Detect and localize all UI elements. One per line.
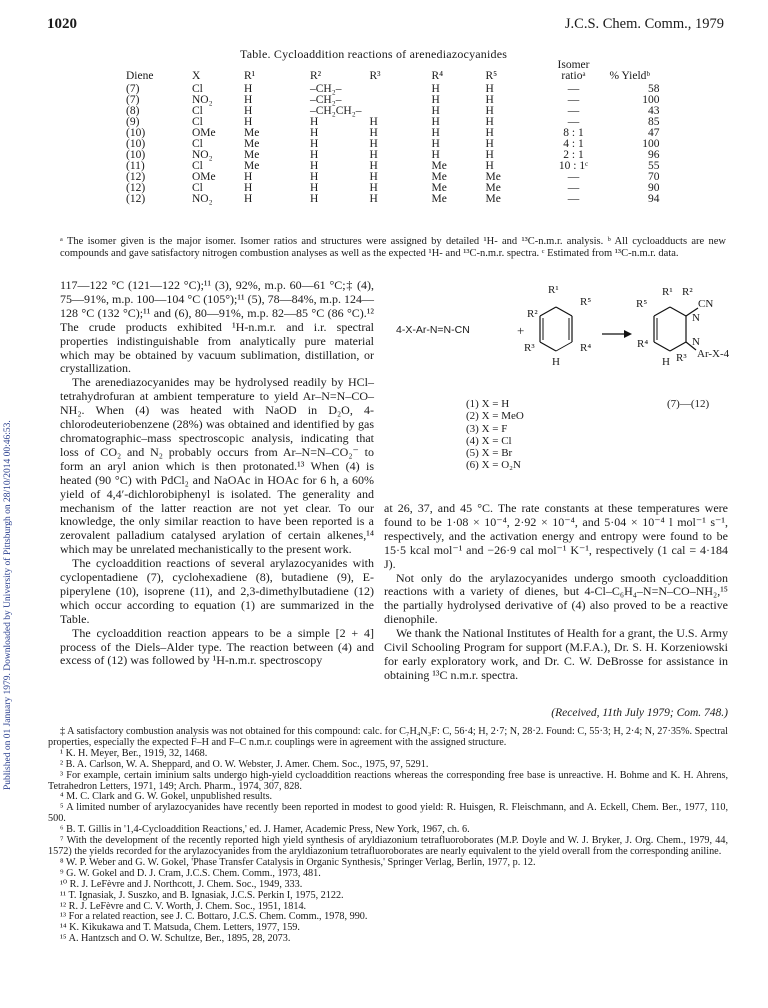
cell-r3: H xyxy=(369,149,378,161)
cell-isomer-ratio: — xyxy=(567,182,580,194)
product-r5: R⁵ xyxy=(636,298,648,310)
cell-yield: 90 xyxy=(647,182,660,194)
cell-isomer-ratio: — xyxy=(567,83,580,95)
cell-r5: H xyxy=(485,116,494,128)
cell-yield: 70 xyxy=(647,171,660,183)
cell-x: Cl xyxy=(192,138,203,150)
cell-r3: H xyxy=(369,116,378,128)
reagent-formula: 4-X-Ar-N=N-CN xyxy=(396,324,470,336)
footnote: ‡ A satisfactory combustion analysis was not obtained for this compound: calc. for C₇H₄N₃F: C, 56·4; H, 2·7; N, 28·2. Found: C, 55·3; H, 2·4; N, 27·35%. Spectral properties, especially the expected F–H and F–C n.m.r. couplings were in agreement with the assigned structure. xyxy=(48,726,728,748)
paragraph: Not only do the arylazocyanides undergo smooth cycloaddition reactions with a variety of dienes, but 4-Cl–C₆H₄–N=N–CO–NH₂,¹⁵ the partially hydrolysed derivative of (4) also proved to be a reactive dienophile. xyxy=(384,570,728,627)
cell-yield: 47 xyxy=(647,127,660,139)
paragraph: The arenediazocyanides may be hydrolysed readily by HCl–tetrahydrofuran at ambient temperature to yield Ar–N=N–CO–NH₂. When (4) was heated with NaOD in D₂O, 4-chlorodeuteriobenzene (28%) was obtained and identified by gas chromatographic–mass spectroscopic analysis, indicating that loss of CO₂ and N₂ probably occurs from Ar–N=N–CO₂⁻ to form an aryl anion which is then protonated.¹³ When (4) is heated (90 °C) with PdCl₂ and NaOAc in HOAc for 6 h, a 60% yield of 4,4′-dichlorobiphenyl is isolated. The generality and mechanism of the latter reaction are not yet clear. To our knowledge, the only similar reaction to have been reported is a zerovalent palladium catalysed arylation of certain alkenes,¹⁴ which may be unrelated mechanistically to the present work. xyxy=(60,375,374,557)
cell-diene: (8) xyxy=(126,105,140,117)
product-h: H xyxy=(662,356,670,368)
header-yield: % Yieldᵇ xyxy=(609,70,650,82)
reaction-scheme xyxy=(392,278,732,498)
reference: ¹⁰ R. J. LeFèvre and J. Northcott, J. Chem. Soc., 1949, 333. xyxy=(60,878,303,890)
cell-diene: (12) xyxy=(126,193,146,205)
compound-label: (4) X = Cl xyxy=(466,434,512,447)
cell-x: Cl xyxy=(192,116,203,128)
cell-yield: 55 xyxy=(647,160,660,172)
download-watermark: Published on 01 January 1979. Downloaded by University of Pittsburgh on 28/10/2014 00:46:53. xyxy=(3,420,13,790)
reference: ⁴ M. C. Clark and G. W. Gokel, unpublished results. xyxy=(60,791,273,803)
cell-r2: H xyxy=(310,127,319,139)
cell-r1: H xyxy=(244,94,253,106)
cell-isomer-ratio: — xyxy=(567,116,580,128)
cell-yield: 43 xyxy=(647,105,660,117)
cell-diene: (9) xyxy=(126,116,140,128)
cell-r2: –CH₂– xyxy=(310,83,342,95)
compound-list xyxy=(466,398,524,472)
header-r2: R² xyxy=(310,70,322,82)
cell-r2: –CH₂– xyxy=(310,94,342,106)
cell-r1: Me xyxy=(244,138,260,150)
cell-x: Cl xyxy=(192,160,203,172)
reference: ¹² R. J. LeFèvre and C. V. Worth, J. Chem. Soc., 1951, 1814. xyxy=(60,900,307,912)
cell-isomer-ratio: — xyxy=(567,171,580,183)
cell-diene: (12) xyxy=(126,182,146,194)
table-row xyxy=(122,194,663,205)
diene-r5: R⁵ xyxy=(580,296,592,308)
cell-isomer-ratio: — xyxy=(567,193,580,205)
compound-label: (5) X = Br xyxy=(466,447,513,460)
cell-r2: H xyxy=(310,116,319,128)
cell-r1: H xyxy=(244,193,253,205)
cell-yield: 94 xyxy=(647,193,660,205)
cell-r3: H xyxy=(369,160,378,172)
diene-r2: R² xyxy=(527,308,538,320)
cell-isomer-ratio: 4 : 1 xyxy=(563,138,584,150)
cell-diene: (12) xyxy=(126,171,146,183)
table-footnote: ᵃ The isomer given is the major isomer. Isomer ratios and structures were assigned by detailed ¹H- and ¹³C-n.m.r. analysis. ᵇ All cycloadducts are new compounds and gave satisfactory nitrogen combustion analyses as well as the expected ¹H- and ¹³C-n.m.r. spectra. ᶜ Estimated from ¹³C-n.m.r. data. xyxy=(60,236,726,259)
cell-r4: H xyxy=(431,127,440,139)
cell-diene: (7) xyxy=(126,94,140,106)
cell-r5: H xyxy=(485,94,494,106)
cell-r5: H xyxy=(485,149,494,161)
cell-x: Cl xyxy=(192,182,203,194)
cell-r1: Me xyxy=(244,149,260,161)
product-r3: R³ xyxy=(676,352,687,364)
diene-r1: R¹ xyxy=(548,284,559,296)
received-note: (Received, 11th July 1979; Com. 748.) xyxy=(551,707,728,719)
header-r3: R³ xyxy=(369,70,381,82)
cell-r5: Me xyxy=(485,193,501,205)
cell-r4: Me xyxy=(431,160,447,172)
product-r4: R⁴ xyxy=(637,338,649,350)
cell-diene: (10) xyxy=(126,138,146,150)
cell-x: Cl xyxy=(192,105,203,117)
paragraph: The cycloaddition reaction appears to be a simple [2 + 4] process of the Diels–Alder type. The reaction between (4) and excess of (12) was followed by ¹H-n.m.r. spectroscopy xyxy=(60,625,374,668)
product-r1: R¹ xyxy=(662,286,673,298)
cell-r2: H xyxy=(310,160,319,172)
cell-r3 xyxy=(365,84,427,95)
reference: ¹¹ T. Ignasiak, J. Suszko, and B. Ignasiak, J.C.S. Perkin I, 1975, 2122. xyxy=(60,889,344,901)
reference: ³ For example, certain iminium salts undergo high-yield cycloaddition reactions whereas the corresponding free base is unreactive. H. Bohme and K. H. Ahrens, Tetrahedron Letters, 1971, 149; Arch. Pharm., 1974, 307, 828. xyxy=(48,769,728,792)
paragraph: at 26, 37, and 45 °C. The rate constants at these temperatures were found to be 1·08 × 10⁻⁴, 2·92 × 10⁻⁴, and 5·04 × 10⁻⁴ l mol⁻¹ s⁻¹, respectively, and the activation energy and entropy were found to be 15·5 kcal mol⁻¹ and −26·9 cal mol⁻¹ K⁻¹, respectively (1 cal = 4·184 J). xyxy=(384,501,728,571)
table-header-row xyxy=(122,60,663,84)
cell-r4: Me xyxy=(431,193,447,205)
cell-r4: H xyxy=(431,138,440,150)
cell-r1: Me xyxy=(244,160,260,172)
header-diene: Diene xyxy=(126,70,154,82)
cell-r3: H xyxy=(369,182,378,194)
diene-r4: R⁴ xyxy=(580,342,592,354)
cycloaddition-table xyxy=(122,60,663,205)
cell-r2: H xyxy=(310,171,319,183)
cell-r4: H xyxy=(431,116,440,128)
cell-diene: (10) xyxy=(126,149,146,161)
cell-r5: H xyxy=(485,127,494,139)
compound-label: (3) X = F xyxy=(466,422,508,435)
header-r5: R⁵ xyxy=(485,70,498,82)
cell-isomer-ratio: 2 : 1 xyxy=(563,149,584,161)
product-arx: Ar-X-4 xyxy=(697,348,730,360)
cell-r4: H xyxy=(431,83,440,95)
cell-r3: H xyxy=(369,171,378,183)
cell-diene: (10) xyxy=(126,127,146,139)
cell-r4: H xyxy=(431,149,440,161)
cell-x: NO₂ xyxy=(192,94,213,106)
table-row xyxy=(122,106,663,117)
header-r4: R⁴ xyxy=(431,70,444,82)
cell-r2: –CH₂CH₂– xyxy=(310,105,362,117)
scheme-drawing xyxy=(392,278,732,398)
cell-r5: Me xyxy=(485,171,501,183)
cell-r1: H xyxy=(244,182,253,194)
plus-sign: + xyxy=(517,323,525,338)
table-row xyxy=(122,95,663,106)
cell-r1: H xyxy=(244,116,253,128)
cell-r4: Me xyxy=(431,171,447,183)
compound-label: (2) X = MeO xyxy=(466,410,524,423)
cell-r3: H xyxy=(369,138,378,150)
cell-r2: H xyxy=(310,193,319,205)
cell-r5: H xyxy=(485,160,494,172)
page-number: 1020 xyxy=(47,16,77,32)
reference: ¹³ For a related reaction, see J. C. Bottaro, J.C.S. Chem. Comm., 1978, 990. xyxy=(60,911,368,923)
cell-yield: 58 xyxy=(647,83,660,95)
product-n2: N xyxy=(692,336,700,348)
cell-x: OMe xyxy=(192,171,216,183)
cell-r5: H xyxy=(485,83,494,95)
cell-r1: Me xyxy=(244,127,260,139)
cell-yield: 96 xyxy=(647,149,660,161)
cell-r3: H xyxy=(369,127,378,139)
cell-x: OMe xyxy=(192,127,216,139)
product-label: (7)—(12) xyxy=(667,398,710,410)
cell-r5: Me xyxy=(485,182,501,194)
cell-yield: 100 xyxy=(642,94,660,106)
cell-r3: H xyxy=(369,193,378,205)
cell-diene: (11) xyxy=(126,160,145,172)
cell-r2: H xyxy=(310,138,319,150)
left-column xyxy=(60,279,374,668)
cell-r4: H xyxy=(431,94,440,106)
product-r2: R² xyxy=(682,286,693,298)
table-caption: Table. Cycloaddition reactions of arenediazocyanides xyxy=(240,47,508,61)
header-isomer-ratio: Isomer ratioᵃ xyxy=(557,59,590,82)
journal-header: J.C.S. Chem. Comm., 1979 xyxy=(564,16,724,32)
table-row xyxy=(122,172,663,183)
reference: ² B. A. Carlson, W. A. Sheppard, and O. W. Webster, J. Amer. Chem. Soc., 1975, 97, 5291. xyxy=(60,758,429,770)
diene-r3: R³ xyxy=(524,342,535,354)
reference: ⁷ With the development of the recently reported high yield synthesis of aryldiazonium tetrafluoroborates (M.P. Doyle and W. J. Bryker, J. Org. Chem., 1979, 44, 1572) the yields recorded for the arylazocyanides from the aryldiazonium tetrafluoroborates are nearly equivalent to the yield overall from the corresponding aniline. xyxy=(48,835,728,857)
cell-r2: H xyxy=(310,182,319,194)
cell-yield: 85 xyxy=(647,116,660,128)
cell-diene: (7) xyxy=(126,83,140,95)
cell-r1: H xyxy=(244,105,253,117)
cell-x: Cl xyxy=(192,83,203,95)
cell-r1: H xyxy=(244,83,253,95)
compound-label: (1) X = H xyxy=(466,398,510,410)
product-n1: N xyxy=(692,312,700,324)
header-r1: R¹ xyxy=(244,70,256,82)
header-x: X xyxy=(192,70,201,82)
cell-r1: H xyxy=(244,171,253,183)
reference: ⁸ W. P. Weber and G. W. Gokel, 'Phase Transfer Catalysis in Organic Synthesis,' Springer Verlag, Berlin, 1977, p. 12. xyxy=(60,856,536,868)
paragraph: We thank the National Institutes of Health for a grant, the U.S. Army Civil Schooling Program for support (M.F.A.), Dr. S. H. Korzeniowski for early exploratory work, and Dr. C. W. DeBrosse for assistance in obtaining ¹³C n.m.r. spectra. xyxy=(384,626,728,682)
compound-label: (6) X = O₂N xyxy=(466,459,521,472)
reference: ⁵ A limited number of arylazocyanides have recently been reported in modest to good yield: R. Huisgen, R. Fleischmann, and A. Eckell, Chem. Ber., 1977, 110, 500. xyxy=(48,802,728,825)
cell-yield: 100 xyxy=(642,138,660,150)
cell-r4: Me xyxy=(431,182,447,194)
footnotes xyxy=(48,727,728,945)
reference: ¹⁴ K. Kikukawa and T. Matsuda, Chem. Letters, 1977, 159. xyxy=(60,922,300,934)
cell-r5: H xyxy=(485,105,494,117)
cell-isomer-ratio: — xyxy=(567,94,580,106)
cell-r4: H xyxy=(431,105,440,117)
right-column xyxy=(384,502,728,683)
cell-x: NO₂ xyxy=(192,149,213,161)
diene-h: H xyxy=(552,356,560,368)
reference: ⁶ B. T. Gillis in '1,4-Cycloaddition Reactions,' ed. J. Hamer, Academic Press, New York, 1967, ch. 6. xyxy=(60,824,470,836)
reference: ⁹ G. W. Gokel and D. J. Cram, J.C.S. Chem. Comm., 1973, 481. xyxy=(60,867,321,879)
cell-isomer-ratio: 10 : 1ᶜ xyxy=(558,160,589,172)
cell-r3 xyxy=(365,95,427,106)
paragraph: The cycloaddition reactions of several arylazocyanides with cyclopentadiene (7), cyclohexadiene (8), butadiene (9), E-piperylene (10), isoprene (11), and 2,3-dimethylbutadiene (12) which occur according to equation (1) are summarized in the Table. xyxy=(60,556,374,626)
product-cn: CN xyxy=(698,298,714,310)
reference: ¹ K. H. Meyer, Ber., 1919, 32, 1468. xyxy=(60,747,208,759)
paragraph: 117—122 °C (121—122 °C);¹¹ (3), 92%, m.p. 60—61 °C;‡ (4), 75—91%, m.p. 100—104 °C (105°);¹¹ (5), 78—84%, m.p. 124—128 °C (132 °C);¹¹ and (6), 80—91%, m.p. 82—85 °C (86 °C).¹² The crude products exhibited ¹H-n.m.r. and i.r. spectral properties indistinguishable from analytically pure material which may be obtained by vacuum sublimation, distillation, or crystallization. xyxy=(60,278,374,376)
cell-r5: H xyxy=(485,138,494,150)
cell-r2: H xyxy=(310,149,319,161)
cell-isomer-ratio: — xyxy=(567,105,580,117)
reference: ¹⁵ A. Hantzsch and O. W. Schultze, Ber., 1895, 28, 2073. xyxy=(60,933,291,945)
cell-x: NO₂ xyxy=(192,193,213,205)
cell-isomer-ratio: 8 : 1 xyxy=(563,127,584,139)
